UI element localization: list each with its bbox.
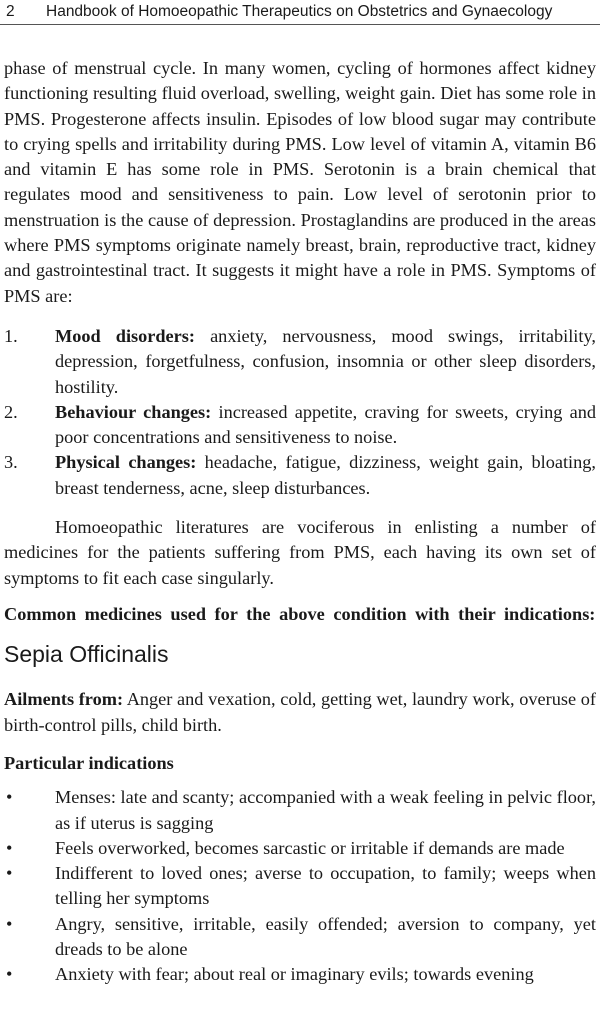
indication-item: [4, 962, 596, 987]
symptom-text: [55, 400, 596, 451]
running-title: Handbook of Homoeopathic Therapeutics on Obstetrics and Gynaecology: [46, 3, 553, 20]
symptom-description: increased appetite, craving for sweets, crying and poor concentrations and sensitiveness to noise.: [55, 401, 597, 448]
bullet-icon: •: [6, 863, 13, 884]
bullet-icon: •: [6, 837, 13, 858]
indication-item: [4, 861, 596, 912]
bullet-icon: •: [6, 787, 13, 808]
list-number: 3.: [4, 452, 18, 473]
symptom-text: [55, 450, 596, 501]
symptom-item: [4, 324, 596, 400]
indication-text: Anxiety with fear; about real or imaginary evils; towards evening: [55, 964, 534, 985]
bullet-icon: •: [6, 964, 13, 985]
header-rule: [0, 24, 600, 25]
symptom-term: Behaviour changes:: [55, 401, 212, 422]
indication-text: Angry, sensitive, irritable, easily offended; aversion to company, yet dreads to be alone: [55, 913, 596, 959]
body-text: [4, 56, 596, 627]
indication-item: [4, 912, 596, 963]
symptom-term: Mood disorders:: [55, 325, 195, 346]
indication-text: Feels overworked, becomes sarcastic or irritable if demands are made: [55, 837, 565, 858]
page-number: 2: [6, 3, 15, 20]
intro-paragraph: phase of menstrual cycle. In many women, cycling of hormones affect kidney functioning resulting fluid overload, swelling, weight gain. Diet has some role in PMS. Progesterone affects insulin. Episodes of low blood sugar may contribute to crying spells and irritability during PMS. Low level of vitamin A, vitamin B6 and vitamin E has some role in PMS. Serotonin is a brain chemical that regulates mood and sensitiveness to pain. Low level of serotonin prior to menstruation is the cause of depression. Prostaglandins are produced in the areas where PMS symptoms originate namely breast, brain, reproductive tract, kidney and gastrointestinal tract. It suggests it might have a role in PMS. Symptoms of PMS are:: [4, 58, 596, 306]
ailments-paragraph: [4, 687, 596, 738]
symptom-item: [4, 450, 596, 501]
list-number: 1.: [4, 325, 18, 346]
bullet-icon: •: [6, 913, 13, 934]
indication-item: [4, 785, 596, 836]
symptoms-list: [4, 324, 596, 501]
remedy-body: [4, 687, 596, 987]
ailments-label: Ailments from:: [4, 689, 124, 710]
common-medicines-heading: Common medicines used for the above condition with their indications:: [4, 603, 596, 624]
symptom-text: [55, 324, 596, 400]
indications-list: [4, 785, 596, 987]
indication-text: Menses: late and scanty; accompanied with a weak feeling in pelvic floor, as if uterus is sagging: [55, 787, 596, 833]
symptom-term: Physical changes:: [55, 452, 197, 473]
symptom-item: [4, 400, 596, 451]
remedy-title: Sepia Officinalis: [4, 641, 169, 668]
symptom-description: anxiety, nervousness, mood swings, irritability, depression, forgetfulness, confusion, insomnia or other sleep disorders, hostility.: [55, 325, 596, 397]
indication-item: [4, 836, 596, 861]
list-number: 2.: [4, 401, 18, 422]
ailments-text: Anger and vexation, cold, getting wet, laundry work, overuse of birth-control pills, child birth.: [4, 689, 596, 735]
symptom-description: headache, fatigue, dizziness, weight gain, bloating, breast tenderness, acne, sleep disturbances.: [55, 452, 596, 498]
indications-heading: Particular indications: [4, 752, 174, 773]
indication-text: Indifferent to loved ones; averse to occupation, to family; weeps when telling her symptoms: [55, 863, 596, 909]
running-header: [4, 0, 596, 40]
literature-paragraph: Homoeopathic literatures are vociferous in enlisting a number of medicines for the patients suffering from PMS, each having its own set of symptoms to fit each case singularly.: [4, 517, 596, 588]
